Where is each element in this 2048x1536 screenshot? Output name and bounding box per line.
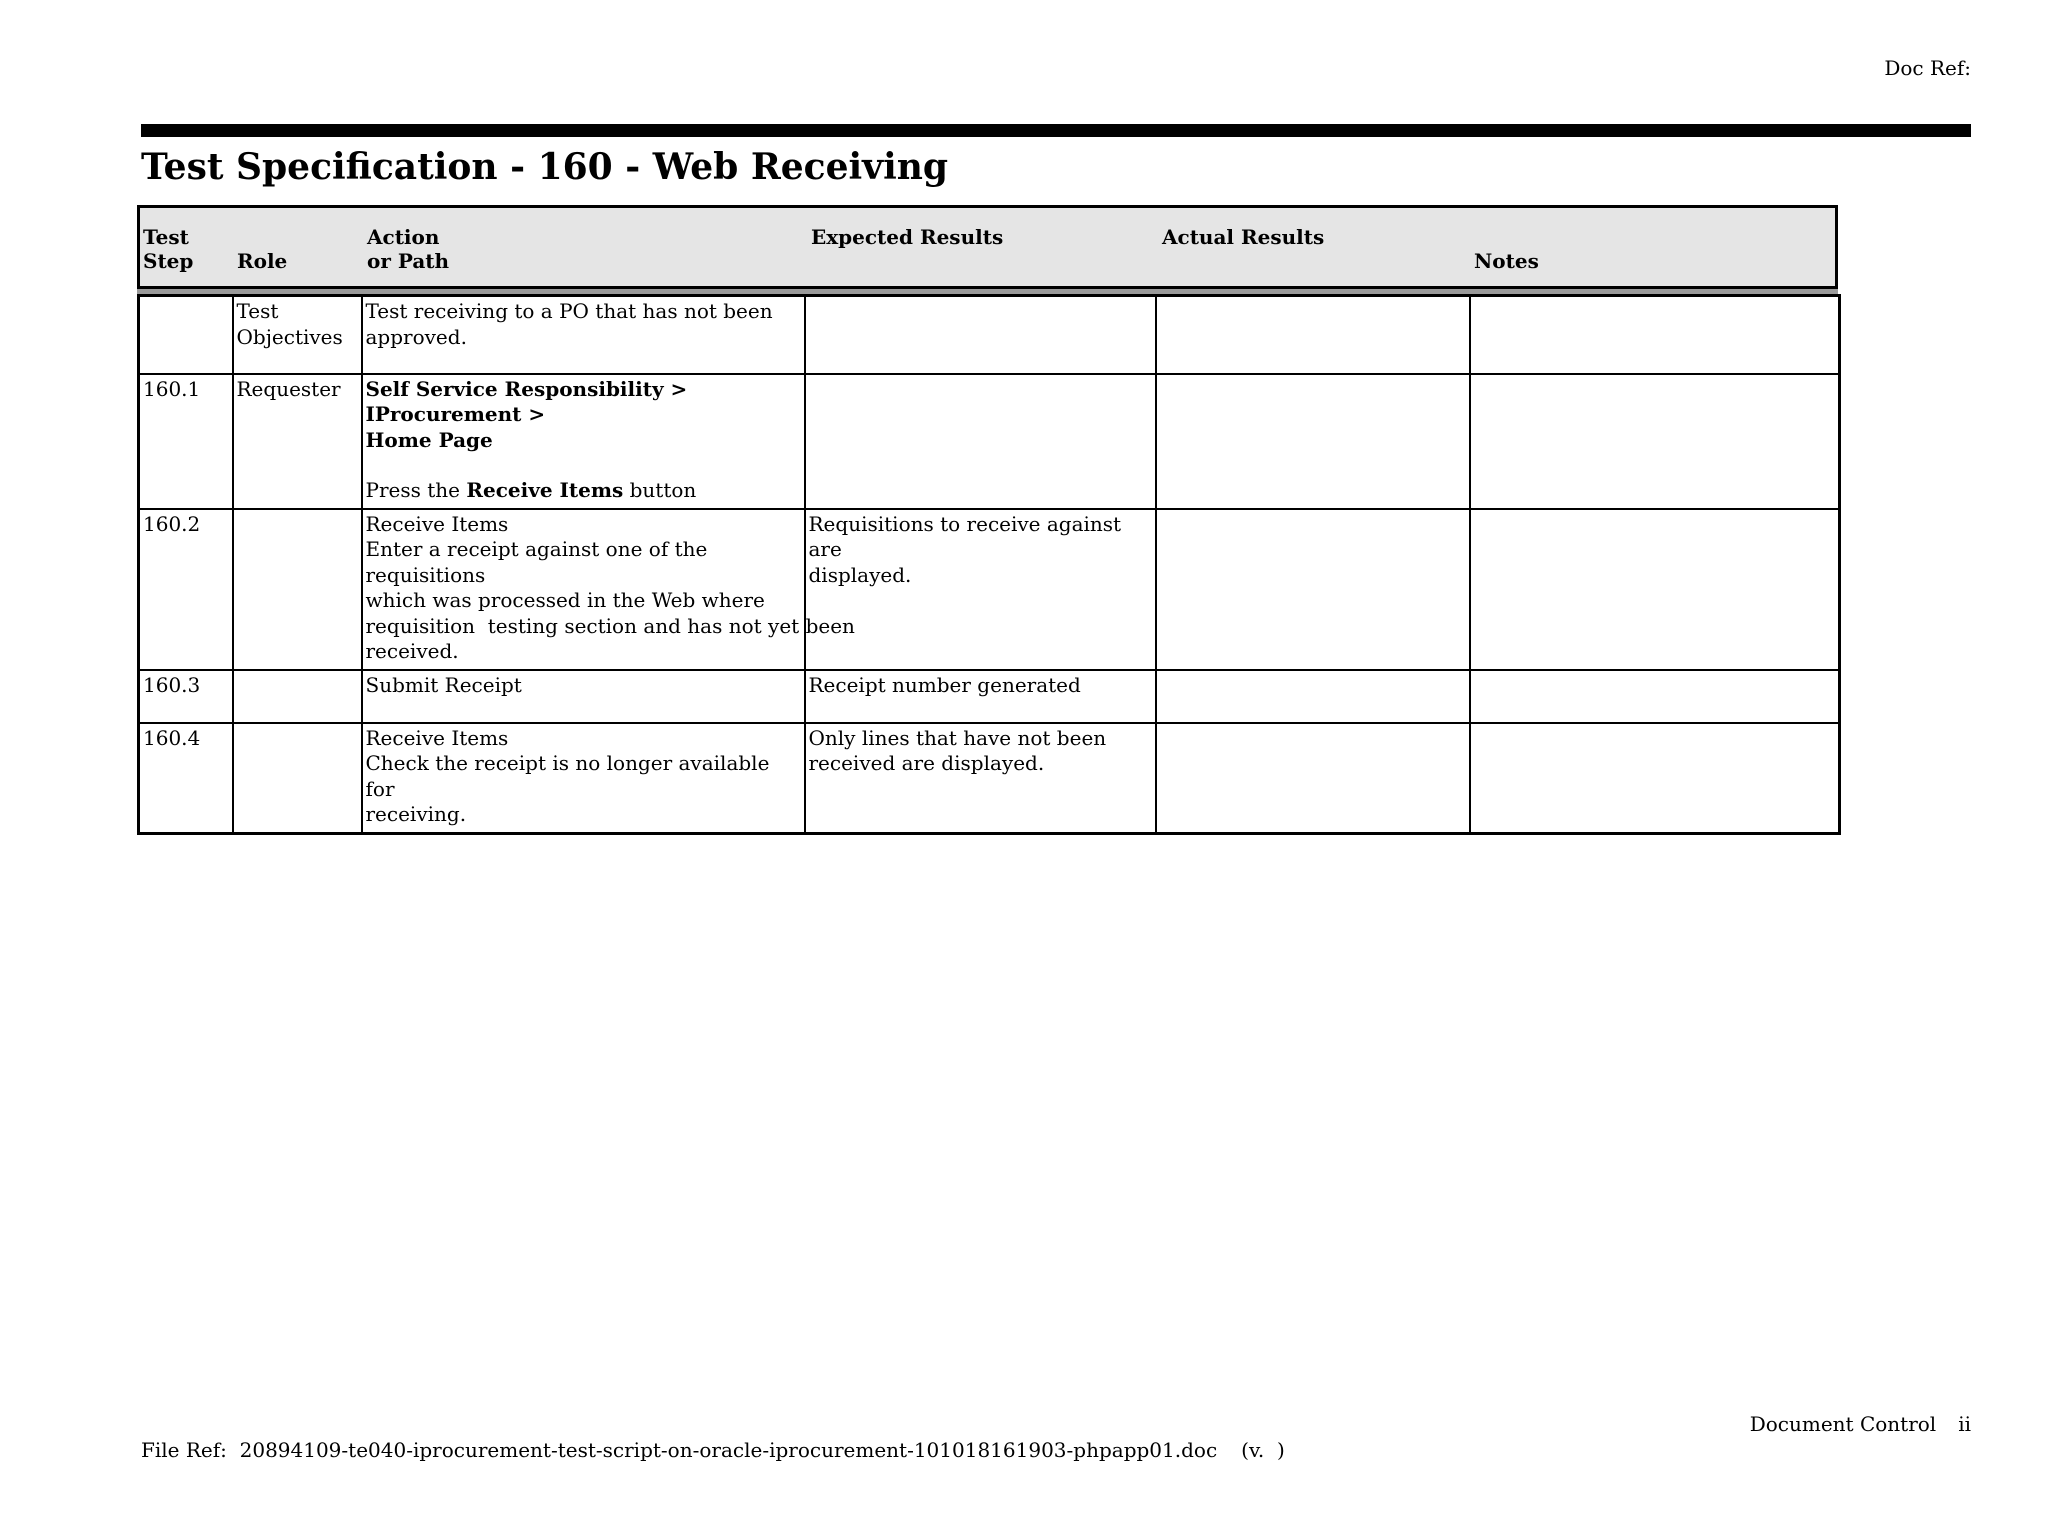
footer-file-ref [141,1438,1285,1462]
cell-expected: Requisitions to receive against are displayed. [805,509,1156,670]
navigation-path: Self Service Responsibility > IProcurement > Home Page [365,376,688,452]
column-header-expected-results: Expected Results [811,225,1004,249]
table-row [139,374,1840,509]
cell-notes [1470,509,1840,670]
press-instruction: Press the Receive Items button [365,478,697,502]
cell-expected: Receipt number generated [805,670,1156,723]
column-header-role: Role [237,249,288,273]
cell-action [362,374,805,509]
cell-actual [1156,723,1470,834]
page-number: ii [1958,1412,1971,1436]
cell-notes [1470,296,1840,374]
column-header-test-step: Test Step [143,225,194,273]
cell-step: 160.1 [139,374,233,509]
page-title: Test Specification - 160 - Web Receiving [141,146,949,188]
cell-action: Test receiving to a PO that has not been approved. [362,296,805,374]
table-row [139,723,1840,834]
cell-step: 160.4 [139,723,233,834]
column-header-actual-results: Actual Results [1162,225,1325,249]
cell-actual [1156,509,1470,670]
footer-section-label: Document Control [1749,1412,1937,1436]
cell-notes [1470,374,1840,509]
test-steps-table [137,294,1841,835]
cell-action: Submit Receipt [362,670,805,723]
cell-step [139,296,233,374]
cell-action: Receive Items Check the receipt is no longer available for receiving. [362,723,805,834]
column-header-action: Action or Path [367,225,450,273]
cell-role: Test Objectives [233,296,362,374]
footer-section [1750,1412,1971,1436]
file-ref-text: File Ref: 20894109-te040-iprocurement-test-script-on-oracle-iprocurement-101018161903-phpapp01.doc [141,1438,1218,1462]
cell-actual [1156,374,1470,509]
cell-role [233,723,362,834]
cell-expected: Only lines that have not been received are displayed. [805,723,1156,834]
cell-action: Receive Items Enter a receipt against one of the requisitions which was processed in the Web where requisition testing section and has not yet been received. [362,509,805,670]
cell-role [233,670,362,723]
cell-step: 160.2 [139,509,233,670]
cell-notes [1470,723,1840,834]
table-header [137,205,1838,289]
cell-expected [805,296,1156,374]
cell-expected [805,374,1156,509]
column-header-notes: Notes [1474,249,1539,273]
table-row [139,296,1840,374]
cell-notes [1470,670,1840,723]
table-row [139,509,1840,670]
header-rule [141,124,1971,137]
cell-step: 160.3 [139,670,233,723]
table-row [139,670,1840,723]
cell-actual [1156,670,1470,723]
version-label: (v. ) [1241,1438,1285,1462]
cell-actual [1156,296,1470,374]
cell-role: Requester [233,374,362,509]
doc-ref-label: Doc Ref: [1884,56,1971,80]
cell-role [233,509,362,670]
